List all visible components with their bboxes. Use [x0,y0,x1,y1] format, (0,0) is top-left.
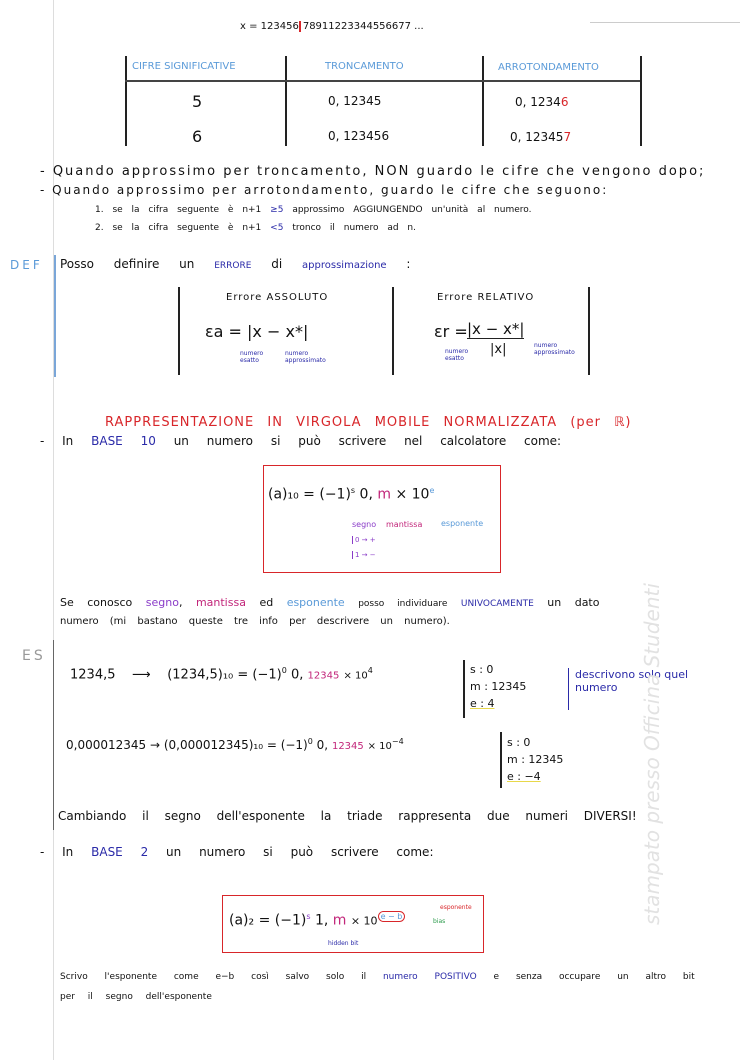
rule-rounding: - Quando approssimo per arrotondamento, guardo le cifre che seguono: [40,183,609,197]
rel-error-num: |x − x*| [467,320,525,338]
abs-error-title: Errore ASSOLUTO [226,292,329,303]
def-bar [54,255,56,377]
cell: 0, 123456 [328,129,390,143]
cell: 5 [192,92,203,111]
subrule-1: 1. se la cifra seguente è n+1 ≥5 approssimo AGGIUNGENDO un'unità al numero. [95,205,532,215]
annotation: numero approssimato [285,350,326,364]
cell: 6 [192,127,203,146]
th-arrotondamento: ARROTONDAMENTO [498,62,599,73]
def-tag: DEF [10,258,43,272]
subrule-2: 2. se la cifra seguente è n+1 <5 tronco il numero ad n. [95,223,416,233]
formula-box-base2: $(a)_2 = (-1)^s$ 1, m × 10 $^{e - b}$ esponente bias hidden bit [222,895,484,953]
bias-explanation-2: per il segno dell'esponente [60,992,212,1002]
brace-note: descrivono solo quel numero [568,668,715,710]
example-1: 1234,5 ⟶ $(1234,5)_{10} = (-1)^0$ 0, $12345 \times 10^4$ [70,666,373,683]
rel-error-den: |x| [490,342,507,357]
cell: 7 [563,130,572,144]
th-troncamento: TRONCAMENTO [325,61,404,72]
watermark: stampato presso Officina Studenti [640,583,664,925]
date-lines [590,22,740,23]
uniqueness-p1: Se conosco segno, mantissa ed esponente posso individuare UNIVOCAMENTE un dato [60,596,600,609]
base10-intro: - In BASE 10 un numero si può scrivere nel calcolatore come: [40,434,562,448]
rel-error-title: Errore RELATIVO [437,292,535,303]
annotation: numero esatto [240,350,264,364]
rule-truncation: - Quando approssimo per troncamento, NON guardo le cifre che vengono dopo; [40,164,706,179]
seq-rest: 78911223344556677 ... [299,21,424,32]
annotation: numero esatto [445,348,469,362]
section-title: RAPPRESENTAZIONE IN VIRGOLA MOBILE NORMALIZZATA (per ℝ) [105,415,632,430]
conclusion: Cambiando il segno dell'esponente la triade rappresenta due numeri DIVERSI! [58,809,637,823]
uniqueness-p2: numero (mi bastano queste tre info per descrivere un numero). [60,616,450,627]
bias-explanation-1: Scrivo l'esponente come e−b così salvo solo il numero POSITIVO e senza occupare un altro bit [60,972,695,982]
example-2: $0,000012345 \to (0,000012345)_{10} = (-1)^0$ 0, $12345 \times 10^{-4}$ [66,737,404,752]
annotation: numero approssimato [534,342,575,356]
sequence [240,21,424,32]
seq-prefix: x = 123456 [240,21,299,32]
triad-1: s : 0 m : 12345 e : 4 [470,663,527,710]
triad-2: s : 0 m : 12345 e : −4 [507,736,564,783]
abs-error-formula: εa = |x − x*| [205,322,309,341]
cell: 6 [560,95,569,109]
es-tag: ES [22,648,46,664]
cell: 0, 12345 [510,130,564,144]
th-cifre: CIFRE SIGNIFICATIVE [132,61,236,72]
cell: 0, 1234 [515,95,561,109]
cell: 0, 12345 [328,94,382,108]
margin-line [53,0,54,1060]
rel-error-lhs: εr = [434,322,468,341]
formula-box-base10: $(a)_{10} = (-1)^s$ 0, $m \times 10^e$ segno mantissa esponente 0 → + 1 → − [263,465,501,573]
base2-intro: - In BASE 2 un numero si può scrivere come: [40,845,434,859]
def-sentence: Posso definire un ERRORE di approssimazione : [60,257,411,271]
